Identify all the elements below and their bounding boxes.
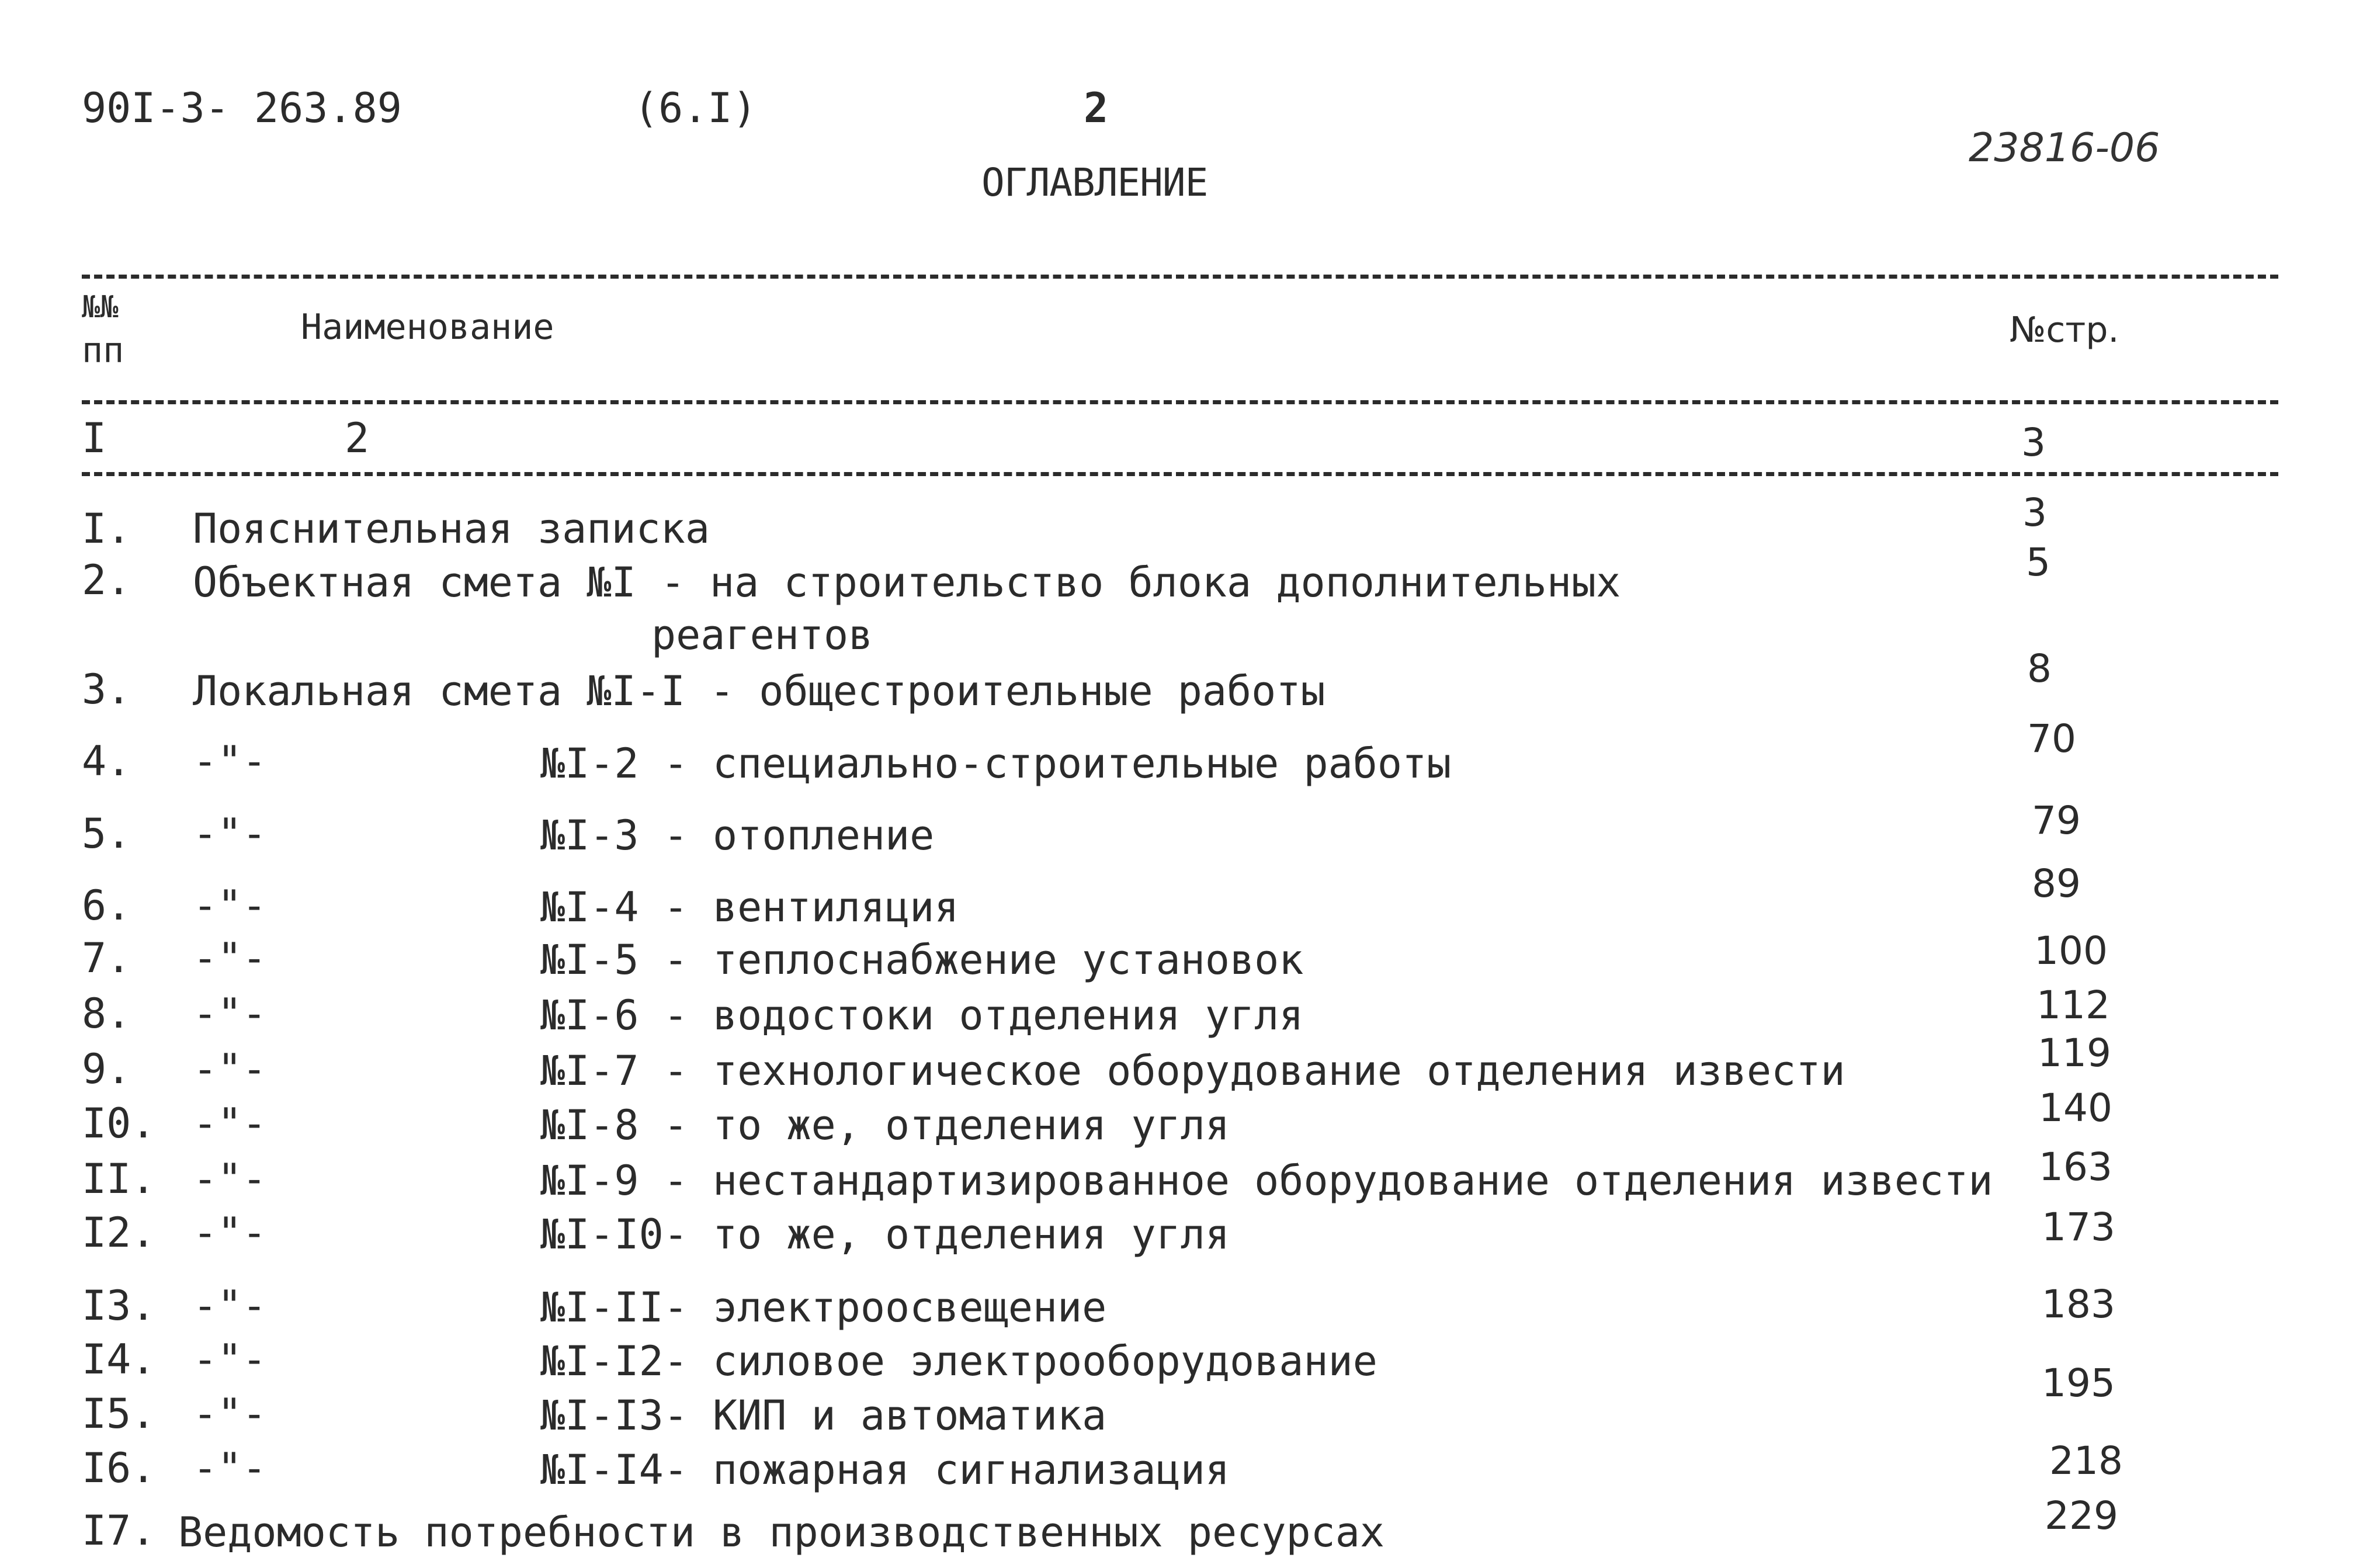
row-title-continuation: реагентов [651, 611, 873, 659]
row-number: 8. [82, 990, 131, 1038]
row-page: 79 [2032, 798, 2081, 843]
ditto-mark: -"- [193, 1335, 267, 1383]
row-title: №I-I2- силовое электрооборудование [540, 1337, 1377, 1385]
row-title: №I-8 - то же, отделения угля [540, 1101, 1230, 1149]
table-top-rule [82, 275, 2278, 279]
section-number: (6.I) [634, 84, 757, 132]
row-title: №I-3 - отопление [540, 811, 935, 859]
row-page: 183 [2042, 1282, 2115, 1327]
ditto-mark: -"- [193, 1444, 267, 1492]
row-number: I0. [82, 1099, 156, 1147]
column-index-3: 3 [2021, 420, 2046, 465]
row-number: 4. [82, 737, 131, 785]
row-page: 3 [2022, 490, 2047, 535]
row-title: Локальная смета №I-I - общестроительные работы [193, 667, 1325, 715]
page-number: 2 [1084, 84, 1109, 132]
row-page: 5 [2026, 540, 2050, 585]
row-number: I7. [82, 1507, 156, 1555]
ditto-mark: -"- [193, 1390, 267, 1438]
row-number: I2. [82, 1209, 156, 1257]
column-number-header-line2: пп [82, 330, 124, 371]
row-title: №I-7 - технологическое оборудование отделения извести [540, 1047, 1845, 1095]
row-title: Ведомость потребности в производственных ресурсах [178, 1508, 1385, 1556]
ditto-mark: -"- [193, 737, 267, 785]
row-number: 7. [82, 934, 131, 982]
row-page: 119 [2038, 1031, 2111, 1076]
row-page: 173 [2042, 1205, 2115, 1250]
row-number: 9. [82, 1045, 131, 1093]
document-code: 90I-3- 263.89 [82, 84, 402, 132]
page-title: ОГЛАВЛЕНИЕ [981, 160, 1208, 205]
row-title: №I-6 - водостоки отделения угля [540, 991, 1304, 1039]
row-number: II. [82, 1155, 156, 1203]
row-number: 6. [82, 882, 131, 929]
column-number-header-line1: №№ [82, 290, 119, 325]
row-page: 100 [2034, 928, 2108, 973]
row-title: №I-II- электроосвещение [540, 1283, 1107, 1331]
row-page: 70 [2027, 716, 2076, 761]
row-number: 5. [82, 810, 131, 858]
row-number: I5. [82, 1390, 156, 1438]
row-title: №I-I3- КИП и автоматика [540, 1392, 1107, 1439]
row-title: №I-9 - нестандартизированное оборудование отделения извести [540, 1157, 1993, 1205]
row-title: Объектная смета №I - на строительство блока дополнительных [193, 558, 1621, 606]
ditto-mark: -"- [193, 1282, 267, 1330]
ditto-mark: -"- [193, 1209, 267, 1257]
column-index-2: 2 [345, 414, 370, 462]
ditto-mark: -"- [193, 990, 267, 1038]
row-page: 8 [2027, 646, 2052, 691]
row-page: 218 [2049, 1438, 2123, 1483]
column-page-header: №стр. [2010, 310, 2119, 351]
table-header-rule [82, 400, 2278, 404]
ditto-mark: -"- [193, 1155, 267, 1203]
ditto-mark: -"- [193, 934, 267, 982]
row-page: 195 [2042, 1361, 2115, 1406]
row-page: 89 [2032, 861, 2081, 906]
handwritten-inventory-number: 23816-06 [1969, 125, 2160, 171]
row-page: 163 [2039, 1144, 2112, 1189]
row-title: №I-4 - вентиляция [540, 883, 959, 931]
column-index-1: I [82, 414, 107, 462]
row-title: №I-5 - теплоснабжение установок [540, 936, 1304, 984]
row-page: 140 [2039, 1085, 2112, 1130]
row-title: №I-I4- пожарная сигнализация [540, 1446, 1230, 1494]
ditto-mark: -"- [193, 1045, 267, 1093]
row-number: I6. [82, 1444, 156, 1492]
ditto-mark: -"- [193, 882, 267, 929]
row-number: I4. [82, 1335, 156, 1383]
table-body-rule [82, 472, 2278, 476]
row-page: 229 [2045, 1493, 2118, 1538]
row-title: Пояснительная записка [193, 505, 710, 553]
row-page: 112 [2036, 983, 2110, 1028]
row-title: №I-2 - специально-строительные работы [540, 740, 1452, 788]
row-number: 2. [82, 556, 131, 604]
row-number: 3. [82, 665, 131, 713]
row-number: I. [82, 505, 131, 553]
ditto-mark: -"- [193, 810, 267, 858]
ditto-mark: -"- [193, 1099, 267, 1147]
column-title-header: Наименование [301, 307, 554, 348]
row-number: I3. [82, 1282, 156, 1330]
row-title: №I-I0- то же, отделения угля [540, 1210, 1230, 1258]
